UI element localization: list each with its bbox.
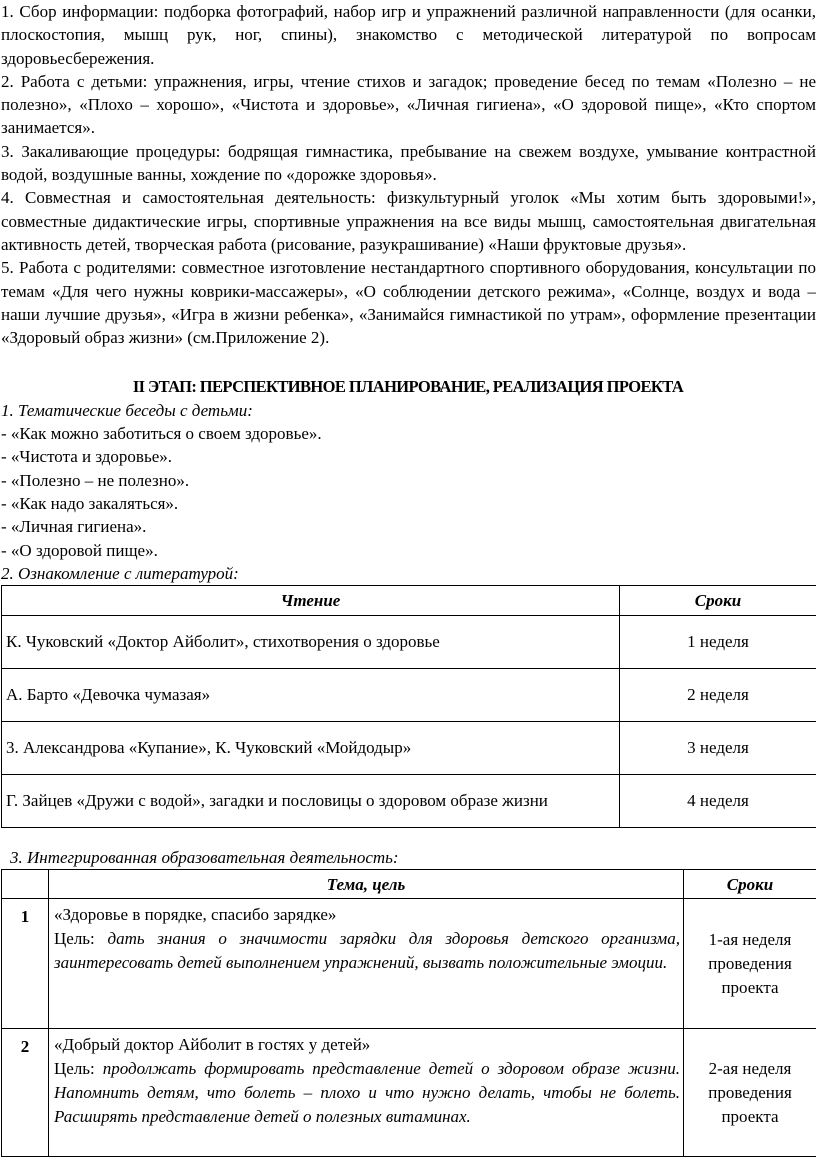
term-cell: 3 неделя — [620, 722, 816, 775]
goal-text: дать знания о значимости зарядки для здоровья детского организма, заинтересовать детей выполнением упражнений, вызвать положительные эмоции. — [54, 929, 680, 972]
table-row — [2, 722, 816, 775]
talk-item: - «Чистота и здоровье». — [0, 445, 816, 468]
paragraph-work-with-children: 2. Работа с детьми: упражнения, игры, чтение стихов и загадок; проведение бесед по темам «Полезно – не полезно», «Плохо – хорошо», «Чистота и здоровье», «Личная гигиена», «О здоровой пище», «Кто спортом занимается». — [0, 70, 816, 140]
talk-item: - «Личная гигиена». — [0, 515, 816, 538]
talk-item: - «О здоровой пище». — [0, 539, 816, 562]
row-number: 1 — [2, 899, 49, 1029]
section-title: II ЭТАП: ПЕРСПЕКТИВНОЕ ПЛАНИРОВАНИЕ, РЕАЛИЗАЦИЯ ПРОЕКТА — [0, 349, 816, 398]
talk-item: - «Полезно – не полезно». — [0, 469, 816, 492]
reading-cell: Г. Зайцев «Дружи с водой», загадки и пословицы о здоровом образе жизни — [2, 775, 620, 828]
column-header-term: Сроки — [684, 870, 816, 899]
term-cell: 1-ая неделя проведения проекта — [684, 899, 816, 1029]
term-cell: 4 неделя — [620, 775, 816, 828]
column-header-number — [2, 870, 49, 899]
table-row — [2, 1029, 816, 1157]
table-row — [2, 669, 816, 722]
term-cell: 1 неделя — [620, 616, 816, 669]
table-row — [2, 616, 816, 669]
paragraph-work-with-parents: 5. Работа с родителями: совместное изготовление нестандартного спортивного оборудования, консультации по темам «Для чего нужны коврики-массажеры», «О соблюдении детского режима», «Солнце, воздух и вода – наши лучшие друзья», «Игра в жизни ребенка», «Занимайся гимнастикой по утрам», оформление презентации «Здоровый образ жизни» (см.Приложение 2). — [0, 256, 816, 349]
literature-heading: 2. Ознакомление с литературой: — [0, 562, 816, 585]
topic-goal — [54, 927, 680, 975]
reading-cell: А. Барто «Девочка чумазая» — [2, 669, 620, 722]
term-cell: 2 неделя — [620, 669, 816, 722]
topic-title: «Здоровье в порядке, спасибо зарядке» — [54, 903, 680, 927]
term-cell: 2-ая неделя проведения проекта — [684, 1029, 816, 1157]
topic-cell — [49, 1029, 684, 1157]
integrated-activity-table — [1, 869, 816, 1157]
table-header-row — [2, 870, 816, 899]
integrated-heading: 3. Интегрированная образовательная деятельность: — [10, 846, 816, 869]
talk-item: - «Как надо закаляться». — [0, 492, 816, 515]
column-header-reading: Чтение — [2, 586, 620, 616]
row-number: 2 — [2, 1029, 49, 1157]
topic-title: «Добрый доктор Айболит в гостях у детей» — [54, 1033, 680, 1057]
table-row — [2, 775, 816, 828]
column-header-term: Сроки — [620, 586, 816, 616]
topic-cell — [49, 899, 684, 1029]
literature-table — [1, 585, 816, 828]
topic-goal — [54, 1057, 680, 1129]
talks-heading: 1. Тематические беседы с детьми: — [0, 399, 816, 422]
goal-text: продолжать формировать представление детей о здоровом образе жизни. Напомнить детям, что болеть – плохо и что нужно делать, чтобы не болеть. Расширять представление детей о полезных витаминах. — [54, 1059, 680, 1126]
paragraph-info-collection: 1. Сбор информации: подборка фотографий, набор игр и упражнений различной направленности (для осанки, плоскостопия, мышц рук, ног, спины), знакомство с методической литературой по вопросам здоровьесбережения. — [0, 0, 816, 70]
goal-label: Цель: — [54, 929, 95, 948]
reading-cell: К. Чуковский «Доктор Айболит», стихотворения о здоровье — [2, 616, 620, 669]
column-header-topic: Тема, цель — [49, 870, 684, 899]
talk-item: - «Как можно заботиться о своем здоровье». — [0, 422, 816, 445]
table-row — [2, 899, 816, 1029]
paragraph-hardening: 3. Закаливающие процедуры: бодрящая гимнастика, пребывание на свежем воздухе, умывание контрастной водой, воздушные ванны, хождение по «дорожке здоровья». — [0, 140, 816, 187]
reading-cell: 3. Александрова «Купание», К. Чуковский «Мойдодыр» — [2, 722, 620, 775]
table-header-row — [2, 586, 816, 616]
goal-label: Цель: — [54, 1059, 95, 1078]
paragraph-joint-activity: 4. Совместная и самостоятельная деятельность: физкультурный уголок «Мы хотим быть здоровыми!», совместные дидактические игры, спортивные упражнения на все виды мышц, самостоятельная двигательная активность детей, творческая работа (рисование, разукрашивание) «Наши фруктовые друзья». — [0, 186, 816, 256]
